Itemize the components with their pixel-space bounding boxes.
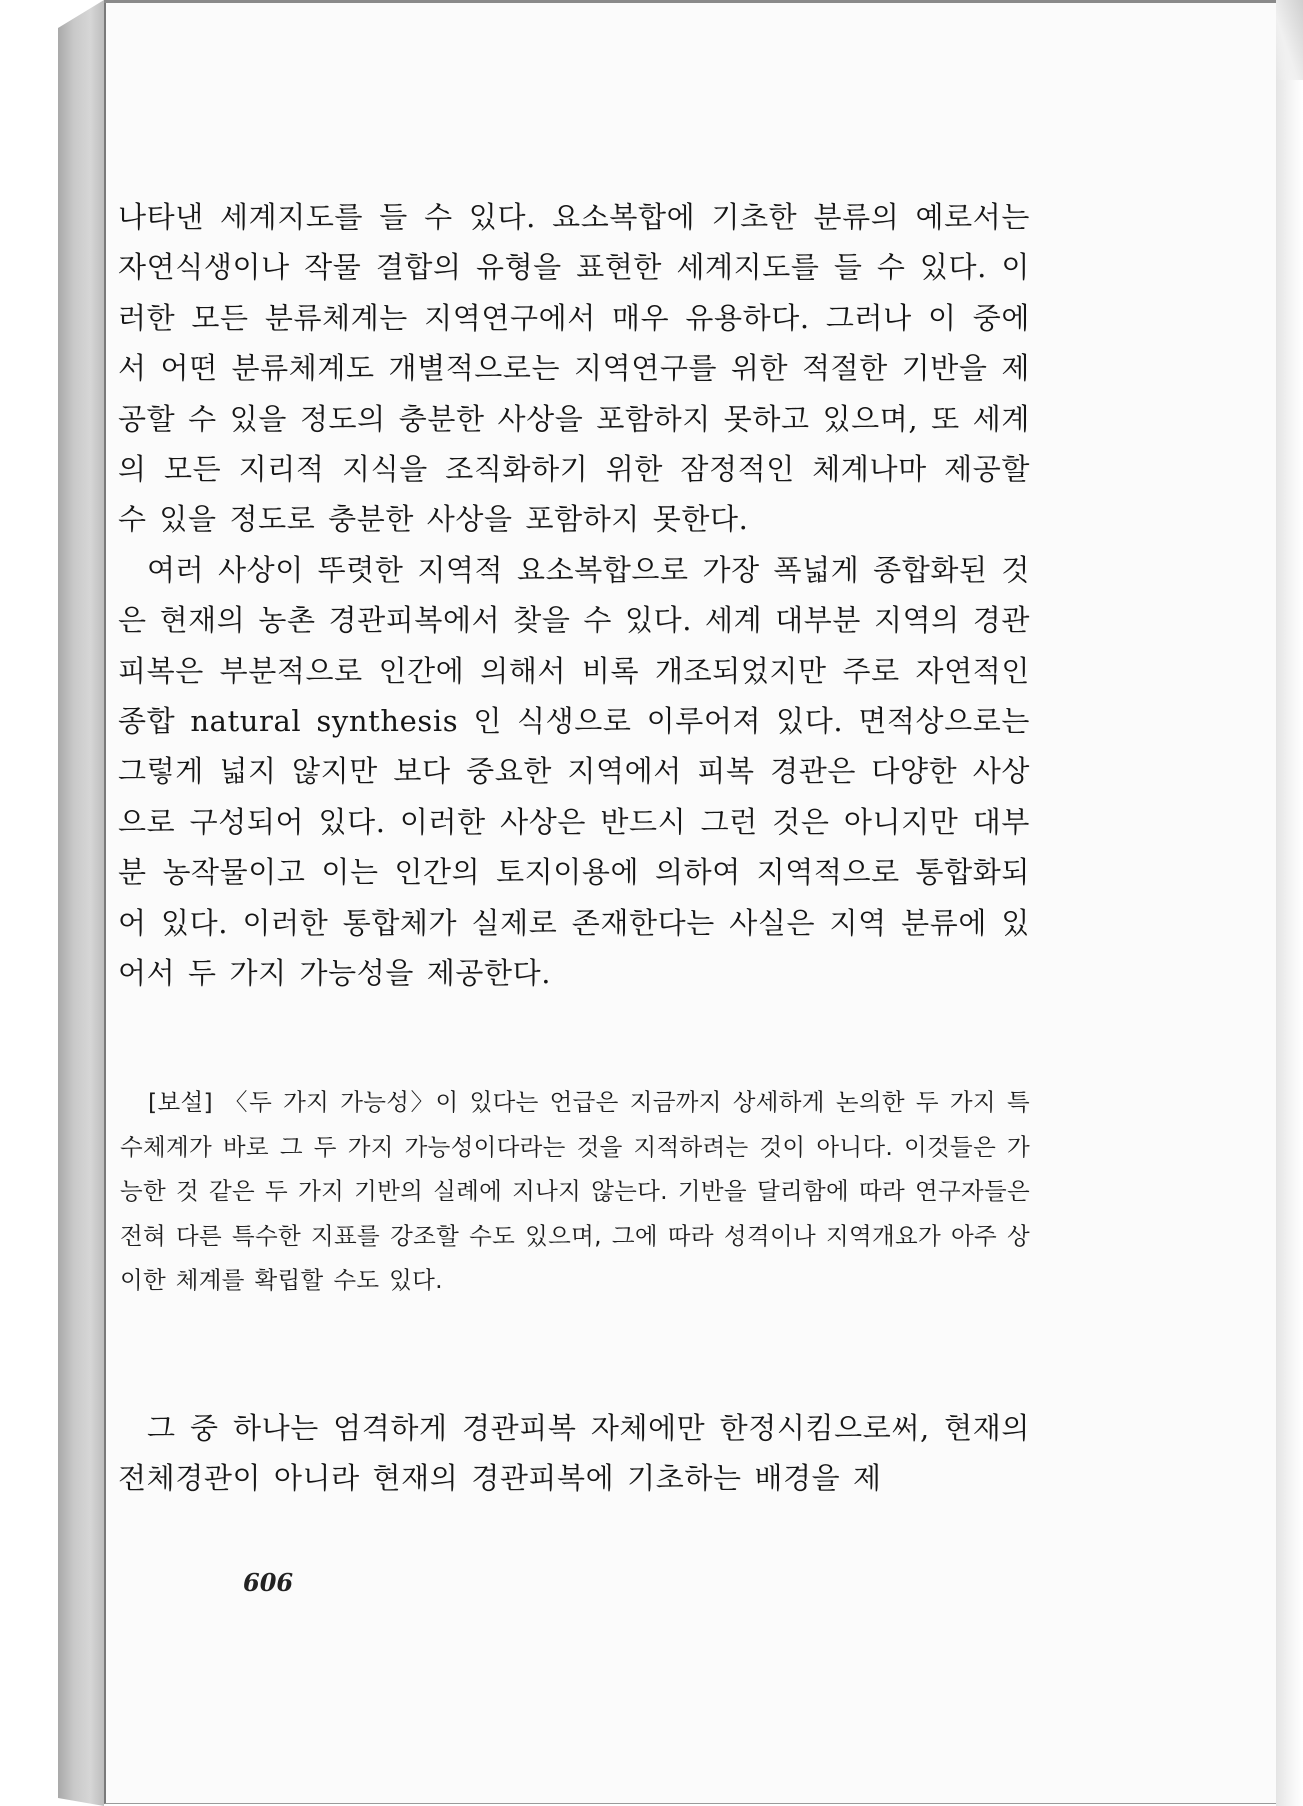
main-body-text (118, 192, 1030, 999)
note-paragraph (120, 1080, 1030, 1303)
page-number: 606 (243, 1568, 294, 1597)
note-text: 〈두 가지 가능성〉이 있다는 언급은 지금까지 상세하게 논의한 두 가지 특수체계가 바로 그 두 가지 가능성이다라는 것을 지적하려는 것이 아니다. 이것들은 가능한 것 같은 두 가지 기반의 실례에 지나지 않는다. 기반을 달리함에 따라 연구자들은 전혀 다른 특수한 지표를 강조할 수도 있으며, 그에 따라 성격이나 지역개요가 아주 상이한 체계를 확립할 수도 있다. (120, 1088, 1030, 1294)
page-corner-curl (1276, 0, 1303, 80)
page-edge-shadow (1276, 0, 1303, 1806)
continued-body-text (118, 1403, 1030, 1504)
paragraph-2: 여러 사상이 뚜렷한 지역적 요소복합으로 가장 폭넓게 종합화된 것은 현재의 농촌 경관피복에서 찾을 수 있다. 세계 대부분 지역의 경관피복은 부분적으로 인간에 의해서 비록 개조되었지만 주로 자연적인 종합 natural synthesis 인 식생으로 이루어져 있다. 면적상으로는 그렇게 넓지 않지만 보다 중요한 지역에서 피복 경관은 다양한 사상으로 구성되어 있다. 이러한 사상은 반드시 그런 것은 아니지만 대부분 농작물이고 이는 인간의 토지이용에 의하여 지역적으로 통합화되어 있다. 이러한 통합체가 실제로 존재한다는 사실은 지역 분류에 있어서 두 가지 가능성을 제공한다. (118, 552, 1030, 991)
paragraph-1: 나타낸 세계지도를 들 수 있다. 요소복합에 기초한 분류의 예로서는 자연식생이나 작물 결합의 유형을 표현한 세계지도를 들 수 있다. 이러한 모든 분류체계는 지역연구에서 매우 유용하다. 그러나 이 중에서 어떤 분류체계도 개별적으로는 지역연구를 위한 적절한 기반을 제공할 수 있을 정도의 충분한 사상을 포함하지 못하고 있으며, 또 세계의 모든 지리적 지식을 조직화하기 위한 잠정적인 체계나마 제공할 수 있을 정도로 충분한 사상을 포함하지 못한다. (118, 200, 1030, 537)
note-tag: [보설] (148, 1088, 213, 1116)
paragraph-3: 그 중 하나는 엄격하게 경관피복 자체에만 한정시킴으로써, 현재의 전체경관이 아니라 현재의 경관피복에 기초하는 배경을 제 (118, 1411, 1030, 1496)
supplementary-note (120, 1080, 1030, 1303)
book-spine (58, 0, 104, 1806)
